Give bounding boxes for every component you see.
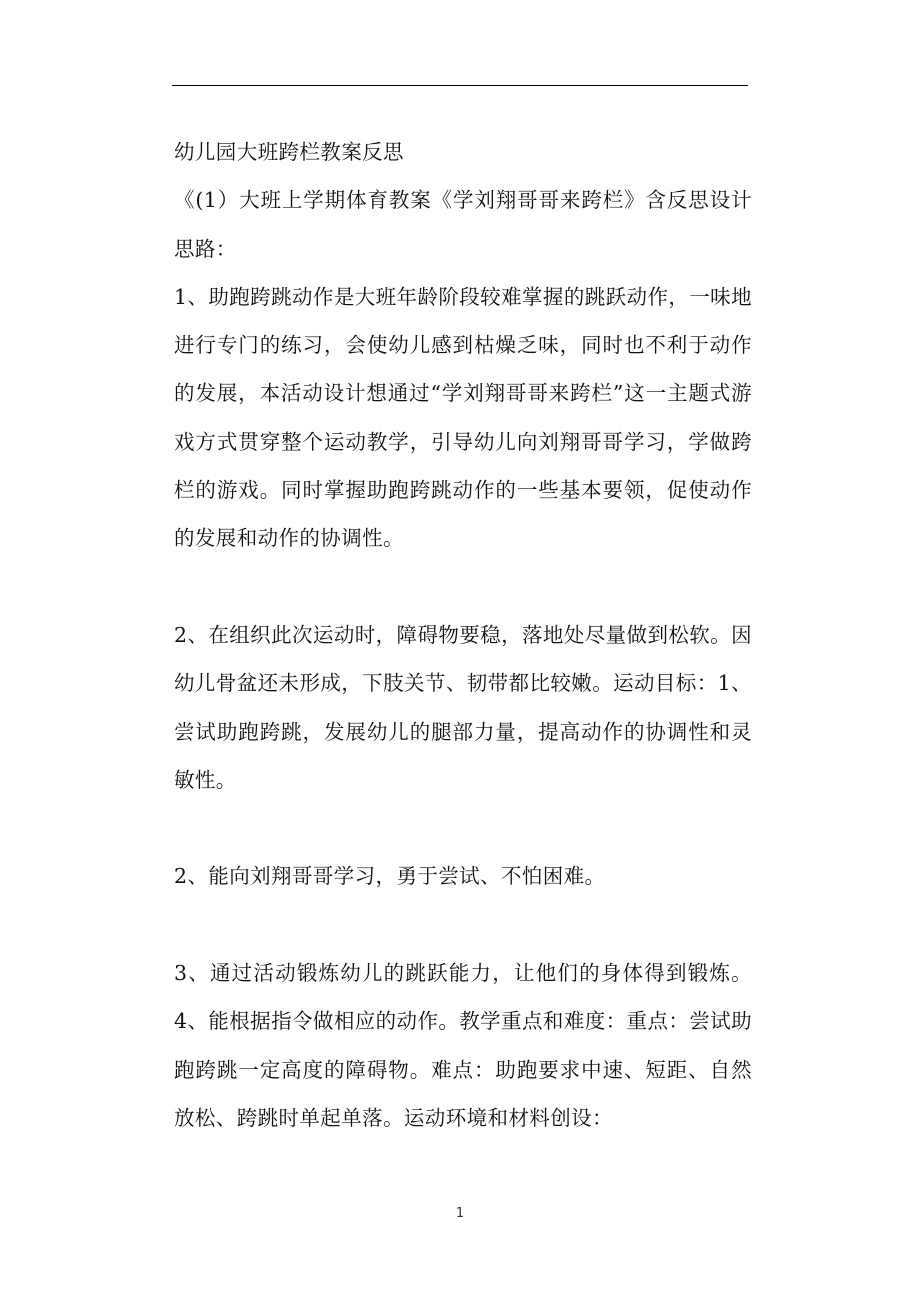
document-title: 幼儿园大班跨栏教案反思 <box>174 140 404 164</box>
paragraph-intro: 《(1）大班上学期体育教案《学刘翔哥哥来跨栏》含反思设计思路： <box>174 188 752 261</box>
page-number: 1 <box>455 1206 465 1221</box>
paragraph-goal-2: 2、能向刘翔哥哥学习，勇于尝试、不怕困难。 <box>174 864 606 889</box>
document-body <box>174 128 752 1142</box>
paragraph-design-2: 2、在组织此次运动时，障碍物要稳，落地处尽量做到松软。因幼儿骨盆还未形成，下肢关节、韧带都比较嫩。运动目标：1、尝试助跑跨跳，发展幼儿的腿部力量，提高动作的协调性和灵敏性。 <box>174 622 752 792</box>
paragraph-gap <box>174 804 752 852</box>
paragraph-gap <box>174 563 752 611</box>
paragraph-goal-3: 3、通过活动锻炼幼儿的跳跃能力，让他们的身体得到锻炼。4、能根据指令做相应的动作。教学重点和难度：重点：尝试助跑跨跳一定高度的障碍物。难点：助跑要求中速、短距、自然放松、跨跳时单起单落。运动环境和材料创设： <box>174 961 752 1130</box>
paragraph-gap <box>174 901 752 949</box>
paragraph-design-1: 1、助跑跨跳动作是大班年龄阶段较难掌握的跳跃动作，一味地进行专门的练习，会使幼儿感到枯燥乏味，同时也不利于动作的发展，本活动设计想通过“学刘翔哥哥来跨栏”这一主题式游戏方式贯穿整个运动教学，引导幼儿向刘翔哥哥学习，学做跨栏的游戏。同时掌握助跑跨跳动作的一些基本要领，促使动作的发展和动作的协调性。 <box>174 284 752 551</box>
header-rule <box>172 85 748 86</box>
